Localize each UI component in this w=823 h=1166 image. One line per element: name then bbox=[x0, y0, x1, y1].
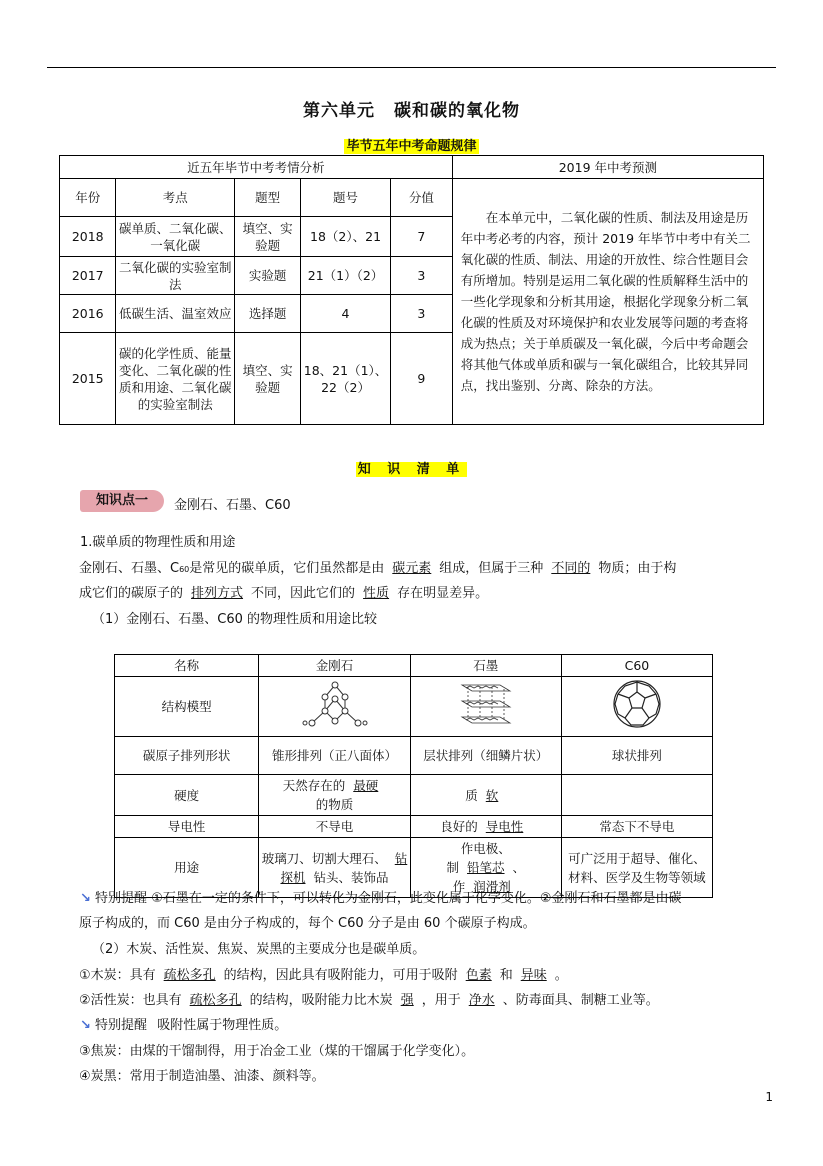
text: 玻璃刀、切割大理石、 bbox=[261, 850, 387, 866]
text: 物质；由于构 bbox=[598, 561, 677, 576]
text: 、防毒面具、制糖工业等。 bbox=[502, 993, 659, 1008]
cell-year: 2017 bbox=[60, 257, 116, 295]
text: 是常见的碳单质，它们虽然都是由 bbox=[189, 561, 385, 576]
cell-year: 2018 bbox=[60, 217, 116, 257]
answer-blank: 性质 bbox=[363, 586, 390, 601]
cell-graphite-arrangement: 层状排列（细鳞片状） bbox=[410, 737, 561, 775]
tip-1-line-2: 原子构成的，而 C60 是由分子构成的，每个 C60 分子是由 60 个碳原子构成。 bbox=[79, 916, 536, 931]
carbon-black-line: ④炭黑：常用于制造油墨、油漆、颜料等。 bbox=[79, 1069, 325, 1084]
cell-type: 填空、实验题 bbox=[235, 217, 301, 257]
text: 作电极、 bbox=[460, 841, 511, 856]
knowledge-heading bbox=[0, 458, 823, 477]
col-header-num: 题号 bbox=[301, 179, 391, 217]
cell-type: 选择题 bbox=[235, 295, 301, 333]
text: 的物质 bbox=[315, 797, 354, 812]
cell-topic: 碳的化学性质、能量变化、二氧化碳的性质和用途、二氧化碳的实验室制法 bbox=[116, 333, 235, 425]
cell-score: 3 bbox=[390, 257, 452, 295]
exam-analysis-table bbox=[59, 155, 764, 425]
cell-diamond-hardness bbox=[259, 775, 410, 816]
rules-heading-text: 毕节五年中考命题规律 bbox=[346, 139, 477, 154]
prediction-text: 在本单元中，二氧化碳的性质、制法及用途是历年中考必考的内容，预计 2019 年毕节中考中有关二氧化碳的性质、制法、用途的开放性、综合性题目会有所增加。特别是运用二氧化碳的性质解释生活中的一些化学现象和分析其用途，根据化学现象分析二氧化碳的性质及对环境保护和农业发展等问题的考查将成为热点；关于单质碳及一氧化碳，今后中考命题会将其他气体或单质和碳与一氧化碳组合，比较其异同点，找出鉴别、分离、除杂的方法。 bbox=[452, 179, 763, 425]
sub-section-1-title: （1）金刚石、石墨、C60 的物理性质和用途比较 bbox=[92, 612, 378, 627]
text: 、 bbox=[512, 860, 526, 875]
text: 作 bbox=[452, 879, 466, 894]
row-label-model: 结构模型 bbox=[115, 677, 259, 737]
subscript: 60 bbox=[179, 565, 190, 574]
cell-c60-conductivity: 常态下不导电 bbox=[561, 816, 712, 838]
answer-blank: 导电性 bbox=[485, 819, 524, 834]
cell-score: 7 bbox=[390, 217, 452, 257]
tip-label: 特别提醒 bbox=[95, 1018, 148, 1033]
answer-blank: 强 bbox=[400, 993, 414, 1008]
arrow-icon: ↘ bbox=[80, 891, 91, 906]
arrow-icon: ↘ bbox=[80, 1018, 91, 1033]
cell-score: 3 bbox=[390, 295, 452, 333]
c60-structure-image bbox=[561, 677, 712, 737]
tip-1-line-1 bbox=[80, 887, 682, 906]
answer-blank: 净水 bbox=[468, 993, 495, 1008]
cell-type: 填空、实验题 bbox=[235, 333, 301, 425]
header-diamond: 金刚石 bbox=[259, 655, 410, 677]
header-graphite: 石墨 bbox=[410, 655, 561, 677]
answer-blank: 色素 bbox=[465, 968, 492, 983]
paragraph-1-line-2 bbox=[79, 582, 488, 601]
buckyball-icon bbox=[609, 678, 665, 730]
diamond-structure-image bbox=[259, 677, 410, 737]
row-label-arrangement: 碳原子排列形状 bbox=[115, 737, 259, 775]
text: ，用于 bbox=[421, 993, 461, 1008]
answer-blank: 不同的 bbox=[551, 561, 591, 576]
text: 组成，但属于三种 bbox=[439, 561, 544, 576]
cell-topic: 低碳生活、温室效应 bbox=[116, 295, 235, 333]
text: 吸附性属于物理性质。 bbox=[157, 1018, 288, 1033]
text: 成它们的碳原子的 bbox=[79, 586, 184, 601]
answer-blank: 疏松多孔 bbox=[189, 993, 242, 1008]
cell-c60-arrangement: 球状排列 bbox=[561, 737, 712, 775]
row-label-hardness: 硬度 bbox=[115, 775, 259, 816]
knowledge-point-title: 金刚石、石墨、C60 bbox=[174, 498, 291, 513]
text: 不同，因此它们的 bbox=[251, 586, 356, 601]
cell-c60-use: 可广泛用于超导、催化、材料、医学及生物等领域 bbox=[561, 838, 712, 898]
analysis-header: 近五年毕节中考考情分析 bbox=[60, 156, 453, 179]
cell-num: 4 bbox=[301, 295, 391, 333]
charcoal-line bbox=[79, 964, 568, 983]
header-rule bbox=[47, 67, 776, 68]
page-number: 1 bbox=[765, 1090, 773, 1104]
predict-header: 2019 年中考预测 bbox=[452, 156, 763, 179]
cell-num: 21（1）（2） bbox=[301, 257, 391, 295]
answer-blank: 异味 bbox=[520, 968, 547, 983]
text: ②活性炭：也具有 bbox=[79, 993, 182, 1008]
col-header-score: 分值 bbox=[390, 179, 452, 217]
unit-subtitle: 碳和碳的氧化物 bbox=[393, 101, 520, 121]
page-title bbox=[0, 96, 823, 121]
text: 存在明显差异。 bbox=[397, 586, 489, 601]
cell-year: 2016 bbox=[60, 295, 116, 333]
text: 金刚石、石墨、C bbox=[79, 561, 180, 576]
answer-blank: 软 bbox=[485, 787, 499, 803]
rules-heading bbox=[0, 135, 823, 154]
cell-diamond-conductivity: 不导电 bbox=[259, 816, 410, 838]
text: ①石墨在一定的条件下，可以转化为金刚石，此变化属于化学变化。②金刚石和石墨都是由碳 bbox=[151, 891, 682, 906]
text: 的结构，因此具有吸附能力，可用于吸附 bbox=[223, 968, 458, 983]
col-header-topic: 考点 bbox=[116, 179, 235, 217]
paragraph-1-line-1 bbox=[79, 557, 676, 576]
cell-graphite-conductivity bbox=[410, 816, 561, 838]
diamond-lattice-icon bbox=[300, 679, 370, 729]
header-name: 名称 bbox=[115, 655, 259, 677]
activated-carbon-line bbox=[79, 989, 659, 1008]
text: 质 bbox=[465, 787, 478, 803]
knowledge-point-badge: 知识点一 bbox=[80, 490, 164, 512]
text: 和 bbox=[499, 968, 513, 983]
cell-year: 2015 bbox=[60, 333, 116, 425]
answer-blank: 疏松多孔 bbox=[163, 968, 216, 983]
text: ①木炭：具有 bbox=[79, 968, 156, 983]
cell-graphite-hardness bbox=[410, 775, 561, 816]
answer-blank: 排列方式 bbox=[191, 586, 244, 601]
text: 钻头、装饰品 bbox=[313, 869, 389, 885]
cell-topic: 碳单质、二氧化碳、一氧化碳 bbox=[116, 217, 235, 257]
text: 的结构，吸附能力比木炭 bbox=[249, 993, 393, 1008]
answer-blank: 最硬 bbox=[353, 778, 379, 793]
coke-line: ③焦炭：由煤的干馏制得，用于冶金工业（煤的干馏属于化学变化）。 bbox=[79, 1044, 475, 1059]
tip-label: 特别提醒 bbox=[95, 891, 148, 906]
cell-num: 18（2）、21 bbox=[301, 217, 391, 257]
answer-blank: 钻探机 bbox=[280, 850, 408, 885]
cell-num: 18、21（1）、22（2） bbox=[301, 333, 391, 425]
cell-c60-hardness bbox=[561, 775, 712, 816]
carbon-allotrope-table bbox=[114, 654, 713, 898]
row-label-use: 用途 bbox=[115, 838, 259, 898]
answer-blank: 碳元素 bbox=[392, 561, 432, 576]
text: 良好的 bbox=[440, 819, 478, 834]
graphite-structure-image bbox=[410, 677, 561, 737]
unit-title: 第六单元 bbox=[303, 101, 376, 121]
row-label-conductivity: 导电性 bbox=[115, 816, 259, 838]
answer-blank: 润滑剂 bbox=[473, 879, 511, 894]
tip-2-line bbox=[80, 1014, 287, 1033]
col-header-year: 年份 bbox=[60, 179, 116, 217]
cell-score: 9 bbox=[390, 333, 452, 425]
answer-blank: 铅笔芯 bbox=[467, 860, 505, 875]
graphite-layers-icon bbox=[456, 679, 516, 729]
text: 制 bbox=[446, 860, 460, 875]
header-c60: C60 bbox=[561, 655, 712, 677]
cell-topic: 二氧化碳的实验室制法 bbox=[116, 257, 235, 295]
col-header-type: 题型 bbox=[235, 179, 301, 217]
sub-section-2-title: （2）木炭、活性炭、焦炭、炭黑的主要成分也是碳单质。 bbox=[92, 942, 426, 957]
text: 。 bbox=[554, 968, 568, 983]
cell-diamond-arrangement: 锥形排列（正八面体） bbox=[259, 737, 410, 775]
text: 天然存在的 bbox=[282, 778, 346, 793]
section-1-title: 1.碳单质的物理性质和用途 bbox=[80, 535, 236, 550]
cell-type: 实验题 bbox=[235, 257, 301, 295]
knowledge-heading-text: 知 识 清 单 bbox=[357, 462, 466, 477]
